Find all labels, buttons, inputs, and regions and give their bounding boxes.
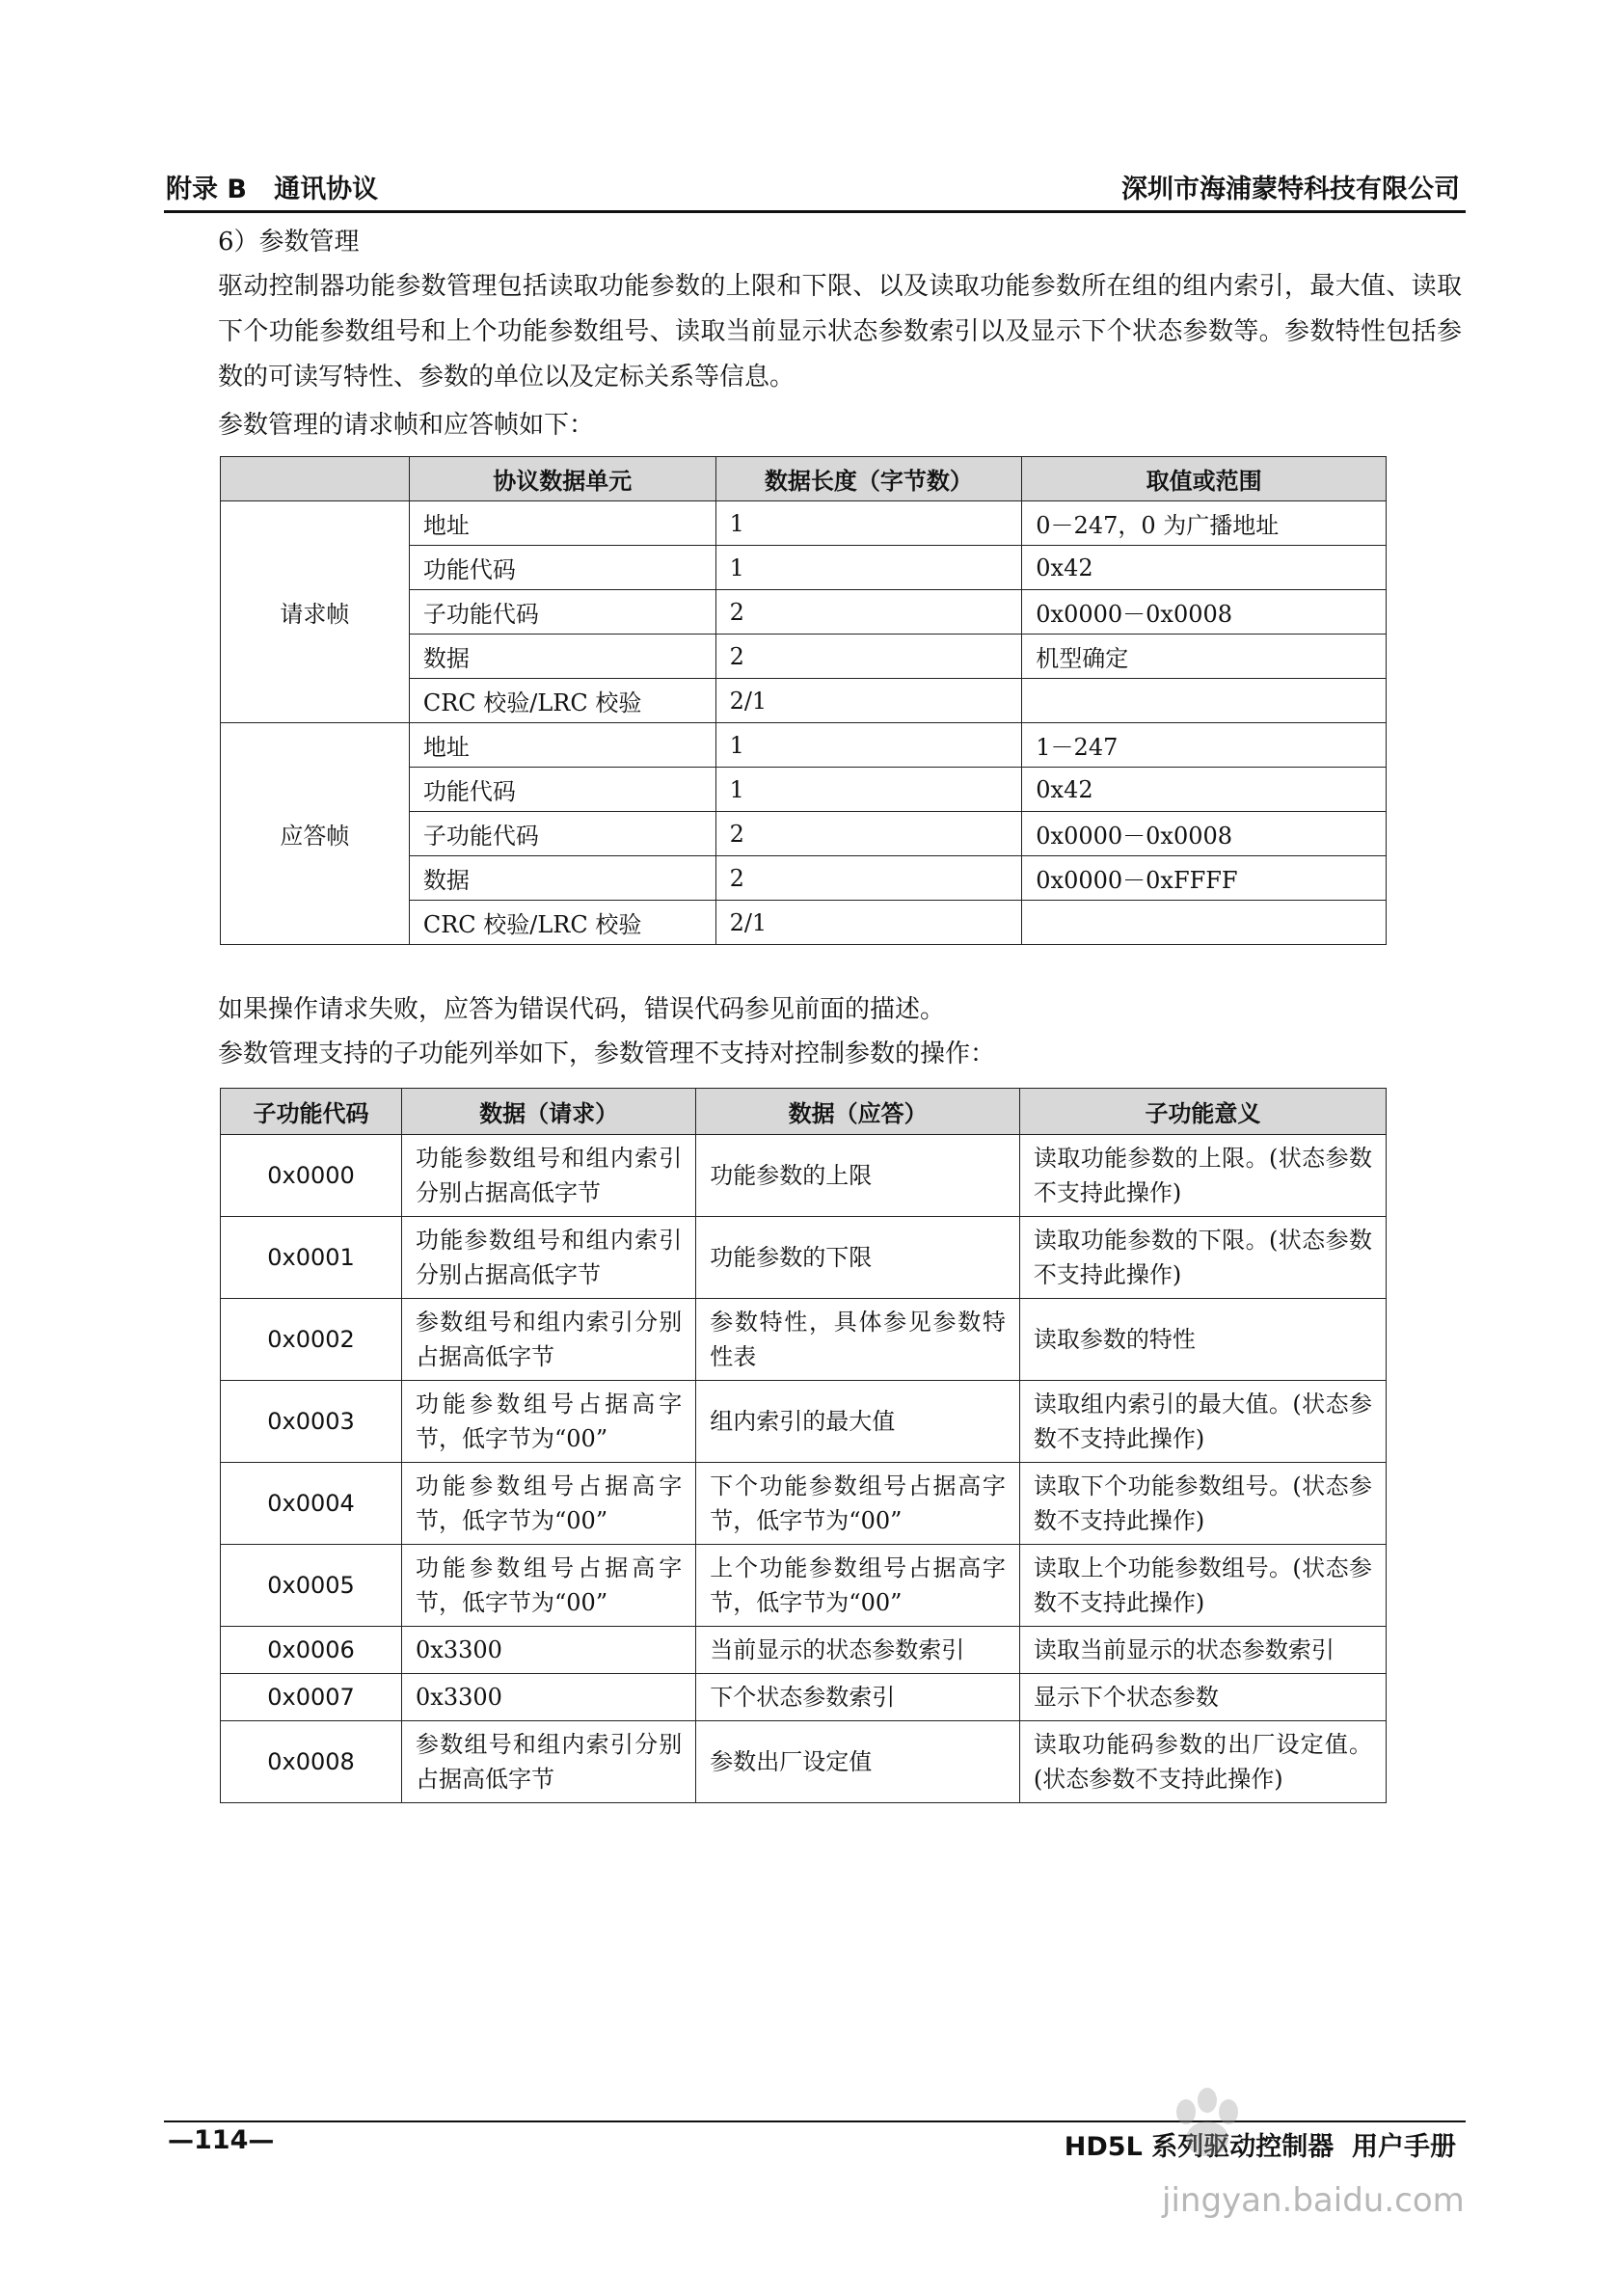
table-cell: 参数出厂设定值 xyxy=(696,1721,1020,1803)
subfunction-table xyxy=(220,1088,1387,1803)
table-cell: 功能参数的上限 xyxy=(696,1135,1020,1217)
table-row xyxy=(221,1545,1387,1627)
table-cell: 0x0000－0xFFFF xyxy=(1022,856,1387,901)
intro-paragraph: 驱动控制器功能参数管理包括读取功能参数的上限和下限、以及读取功能参数所在组的组内索引，最大值、读取下个功能参数组号和上个功能参数组号、读取当前显示状态参数索引以及显示下个状态参数等。参数特性包括参数的可读写特性、参数的单位以及定标关系等信息。 xyxy=(218,272,1462,392)
table-header-cell: 协议数据单元 xyxy=(409,457,715,501)
table-cell: 0x42 xyxy=(1022,768,1387,812)
table-cell xyxy=(1022,901,1387,945)
header-chapter: 附录 B 通讯协议 xyxy=(166,175,379,204)
table-row xyxy=(221,1674,1387,1721)
header-company: 深圳市海浦蒙特科技有限公司 xyxy=(1121,175,1460,204)
table-cell: 功能参数组号占据高字节，低字节为“00” xyxy=(402,1545,696,1627)
table-cell: 读取功能参数的下限。(状态参数不支持此操作) xyxy=(1019,1217,1386,1299)
table-header-cell: 子功能意义 xyxy=(1019,1089,1386,1135)
table-row xyxy=(221,1217,1387,1299)
table-cell: 子功能代码 xyxy=(409,812,715,856)
table-cell: 读取参数的特性 xyxy=(1019,1299,1386,1381)
table-cell: CRC 校验/LRC 校验 xyxy=(409,679,715,723)
table-header-cell: 数据长度（字节数） xyxy=(715,457,1022,501)
table-cell: 参数特性，具体参见参数特性表 xyxy=(696,1299,1020,1381)
page-header xyxy=(164,166,1466,208)
table-row xyxy=(221,1299,1387,1381)
table-row xyxy=(221,1381,1387,1463)
table-cell: 0x3300 xyxy=(402,1674,696,1721)
table-cell: 2 xyxy=(715,590,1022,635)
table-cell: 数据 xyxy=(409,635,715,679)
table-row xyxy=(221,1627,1387,1674)
footer-title: HD5L 系列驱动控制器 用户手册 xyxy=(1064,2132,1456,2162)
table-cell: 2 xyxy=(715,856,1022,901)
table-header-cell xyxy=(221,457,410,501)
table-cell: 功能参数组号和组内索引分别占据高低字节 xyxy=(402,1217,696,1299)
error-note: 如果操作请求失败，应答为错误代码，错误代码参见前面的描述。 xyxy=(218,995,946,1024)
table-cell: 0x3300 xyxy=(402,1627,696,1674)
table-cell: 数据 xyxy=(409,856,715,901)
subfunction-code-cell: 0x0001 xyxy=(221,1217,402,1299)
subfunction-code-cell: 0x0002 xyxy=(221,1299,402,1381)
table-cell: 1 xyxy=(715,723,1022,768)
table-cell: 0x0000－0x0008 xyxy=(1022,812,1387,856)
table-header-row xyxy=(221,457,1387,501)
frame-table xyxy=(220,456,1387,945)
table-cell: 2 xyxy=(715,635,1022,679)
table-cell: 读取当前显示的状态参数索引 xyxy=(1019,1627,1386,1674)
table-row xyxy=(221,723,1387,768)
table-cell: 2 xyxy=(715,812,1022,856)
table-cell: 子功能代码 xyxy=(409,590,715,635)
subfunction-code-cell: 0x0006 xyxy=(221,1627,402,1674)
table-row xyxy=(221,501,1387,546)
table-header-cell: 数据（应答） xyxy=(696,1089,1020,1135)
table-cell: 1 xyxy=(715,768,1022,812)
table-cell: 下个状态参数索引 xyxy=(696,1674,1020,1721)
table-header-cell: 数据（请求） xyxy=(402,1089,696,1135)
subfunction-code-cell: 0x0004 xyxy=(221,1463,402,1545)
table2-caption: 参数管理支持的子功能列举如下，参数管理不支持对控制参数的操作： xyxy=(218,1040,996,1068)
table-cell: 功能代码 xyxy=(409,768,715,812)
table-cell: CRC 校验/LRC 校验 xyxy=(409,901,715,945)
table-cell: 1 xyxy=(715,546,1022,590)
table-cell xyxy=(1022,679,1387,723)
subfunction-code-cell: 0x0003 xyxy=(221,1381,402,1463)
table-cell: 参数组号和组内索引分别占据高低字节 xyxy=(402,1299,696,1381)
table-cell: 参数组号和组内索引分别占据高低字节 xyxy=(402,1721,696,1803)
table-cell: 功能参数组号和组内索引分别占据高低字节 xyxy=(402,1135,696,1217)
table-cell: 2/1 xyxy=(715,901,1022,945)
table-cell: 1 xyxy=(715,501,1022,546)
table-cell: 0－247，0 为广播地址 xyxy=(1022,501,1387,546)
frame-type-label: 请求帧 xyxy=(221,501,410,723)
table-cell: 组内索引的最大值 xyxy=(696,1381,1020,1463)
subfunction-code-cell: 0x0000 xyxy=(221,1135,402,1217)
table-cell: 下个功能参数组号占据高字节，低字节为“00” xyxy=(696,1463,1020,1545)
table-cell: 2/1 xyxy=(715,679,1022,723)
table-cell: 读取组内索引的最大值。(状态参数不支持此操作) xyxy=(1019,1381,1386,1463)
table-header-row xyxy=(221,1089,1387,1135)
table-row xyxy=(221,1135,1387,1217)
table-cell: 0x0000－0x0008 xyxy=(1022,590,1387,635)
table-header-cell: 取值或范围 xyxy=(1022,457,1387,501)
subfunction-code-cell: 0x0008 xyxy=(221,1721,402,1803)
watermark-text: jingyan.baidu.com xyxy=(1162,2181,1465,2220)
subfunction-code-cell: 0x0007 xyxy=(221,1674,402,1721)
table-cell: 读取上个功能参数组号。(状态参数不支持此操作) xyxy=(1019,1545,1386,1627)
table-cell: 机型确定 xyxy=(1022,635,1387,679)
table-cell: 功能参数的下限 xyxy=(696,1217,1020,1299)
table-cell: 地址 xyxy=(409,723,715,768)
table-row xyxy=(221,1463,1387,1545)
table-cell: 读取下个功能参数组号。(状态参数不支持此操作) xyxy=(1019,1463,1386,1545)
table-cell: 0x42 xyxy=(1022,546,1387,590)
table-cell: 地址 xyxy=(409,501,715,546)
table-cell: 上个功能参数组号占据高字节，低字节为“00” xyxy=(696,1545,1020,1627)
table-cell: 当前显示的状态参数索引 xyxy=(696,1627,1020,1674)
page-number: —114— xyxy=(168,2125,275,2155)
table-cell: 读取功能码参数的出厂设定值。(状态参数不支持此操作) xyxy=(1019,1721,1386,1803)
table-cell: 功能代码 xyxy=(409,546,715,590)
table-cell: 功能参数组号占据高字节，低字节为“00” xyxy=(402,1463,696,1545)
table-header-cell: 子功能代码 xyxy=(221,1089,402,1135)
table-cell: 功能参数组号占据高字节，低字节为“00” xyxy=(402,1381,696,1463)
section-title: 6）参数管理 xyxy=(218,228,360,257)
table1-caption: 参数管理的请求帧和应答帧如下： xyxy=(218,411,595,440)
table-cell: 1－247 xyxy=(1022,723,1387,768)
frame-type-label: 应答帧 xyxy=(221,723,410,945)
table-cell: 读取功能参数的上限。(状态参数不支持此操作) xyxy=(1019,1135,1386,1217)
table-row xyxy=(221,1721,1387,1803)
table-cell: 显示下个状态参数 xyxy=(1019,1674,1386,1721)
header-rule xyxy=(164,210,1466,213)
subfunction-code-cell: 0x0005 xyxy=(221,1545,402,1627)
